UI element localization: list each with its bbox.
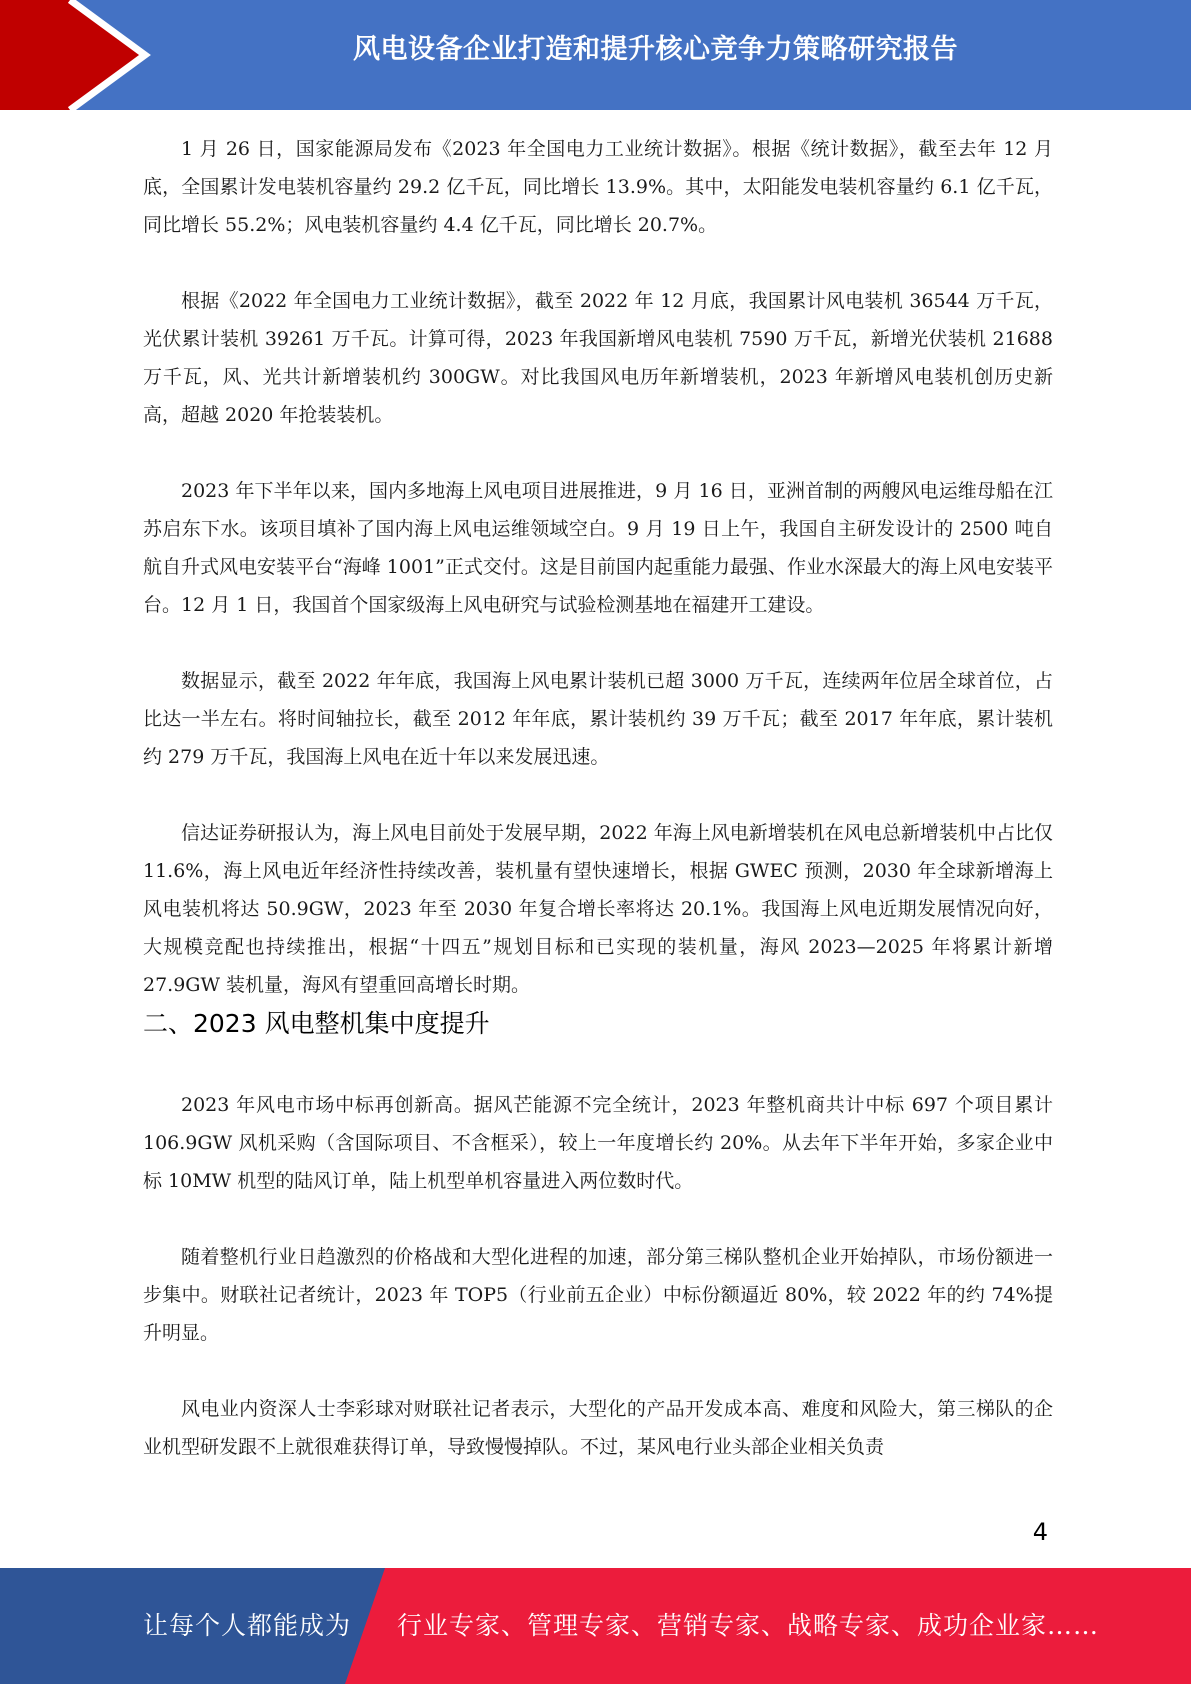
page-header <box>0 0 1191 110</box>
paragraph-3: 2023 年下半年以来，国内多地海上风电项目进展推进，9 月 16 日，亚洲首制的两艘风电运维母船在江苏启东下水。该项目填补了国内海上风电运维领域空白。9 月 19 日上午，我国自主研发设计的 2500 吨自航自升式风电安装平台“海峰 1001”正式交付。这是目前国内起重能力最强、作业水深最大的海上风电安装平台。12 月 1 日，我国首个国家级海上风电研究与试验检测基地在福建开工建设。 <box>143 480 1053 616</box>
page-number: 4 <box>1032 1518 1048 1546</box>
paragraph-2: 根据《2022 年全国电力工业统计数据》，截至 2022 年 12 月底，我国累计风电装机 36544 万千瓦，光伏累计装机 39261 万千瓦。计算可得，2023 年我国新增风电装机 7590 万千瓦，新增光伏装机 21688 万千瓦，风、光共计新增装机约 300GW。对比我国风电历年新增装机，2023 年新增风电装机创历史新高，超越 2020 年抢装装机。 <box>143 290 1053 426</box>
paragraph-7: 随着整机行业日趋激烈的价格战和大型化进程的加速，部分第三梯队整机企业开始掉队，市场份额进一步集中。财联社记者统计，2023 年 TOP5（行业前五企业）中标份额逼近 80%，较 2022 年的约 74%提升明显。 <box>143 1246 1053 1344</box>
paragraph-8: 风电业内资深人士李彩球对财联社记者表示，大型化的产品开发成本高、难度和风险大，第三梯队的企业机型研发跟不上就很难获得订单，导致慢慢掉队。不过，某风电行业头部企业相关负责 <box>143 1398 1053 1458</box>
document-body <box>143 130 1053 1466</box>
paragraph-5: 信达证券研报认为，海上风电目前处于发展早期，2022 年海上风电新增装机在风电总新增装机中占比仅 11.6%，海上风电近年经济性持续改善，装机量有望快速增长，根据 GWEC 预测，2030 年全球新增海上风电装机将达 50.9GW，2023 年至 2030 年复合增长率将达 20.1%。我国海上风电近期发展情况向好，大规模竞配也持续推出，根据“十四五”规划目标和已实现的装机量，海风 2023—2025 年将累计新增 27.9GW 装机量，海风有望重回高增长时期。 <box>143 822 1053 996</box>
paragraph-6: 2023 年风电市场中标再创新高。据风芒能源不完全统计，2023 年整机商共计中标 697 个项目累计 106.9GW 风机采购（含国际项目、不含框采），较上一年度增长约 20%。从去年下半年开始，多家企业中标 10MW 机型的陆风订单，陆上机型单机容量进入两位数时代。 <box>143 1094 1053 1192</box>
footer-slogan-left: 让每个人都能成为 <box>143 1611 352 1640</box>
paragraph-4: 数据显示，截至 2022 年年底，我国海上风电累计装机已超 3000 万千瓦，连续两年位居全球首位，占比达一半左右。将时间轴拉长，截至 2012 年年底，累计装机约 39 万千瓦；截至 2017 年年底，累计装机约 279 万千瓦，我国海上风电在近十年以来发展迅速。 <box>143 670 1053 768</box>
paragraph-1: 1 月 26 日，国家能源局发布《2023 年全国电力工业统计数据》。根据《统计数据》，截至去年 12 月底，全国累计发电装机容量约 29.2 亿千瓦，同比增长 13.9%。其中，太阳能发电装机容量约 6.1 亿千瓦，同比增长 55.2%；风电装机容量约 4.4 亿千瓦，同比增长 20.7%。 <box>143 138 1053 236</box>
footer-slogan-right: 行业专家、管理专家、营销专家、战略专家、成功企业家…… <box>397 1611 1100 1640</box>
section-heading: 二、2023 风电整机集中度提升 <box>143 1009 490 1038</box>
report-title: 风电设备企业打造和提升核心竞争力策略研究报告 <box>353 34 958 65</box>
page-footer <box>0 1568 1191 1684</box>
